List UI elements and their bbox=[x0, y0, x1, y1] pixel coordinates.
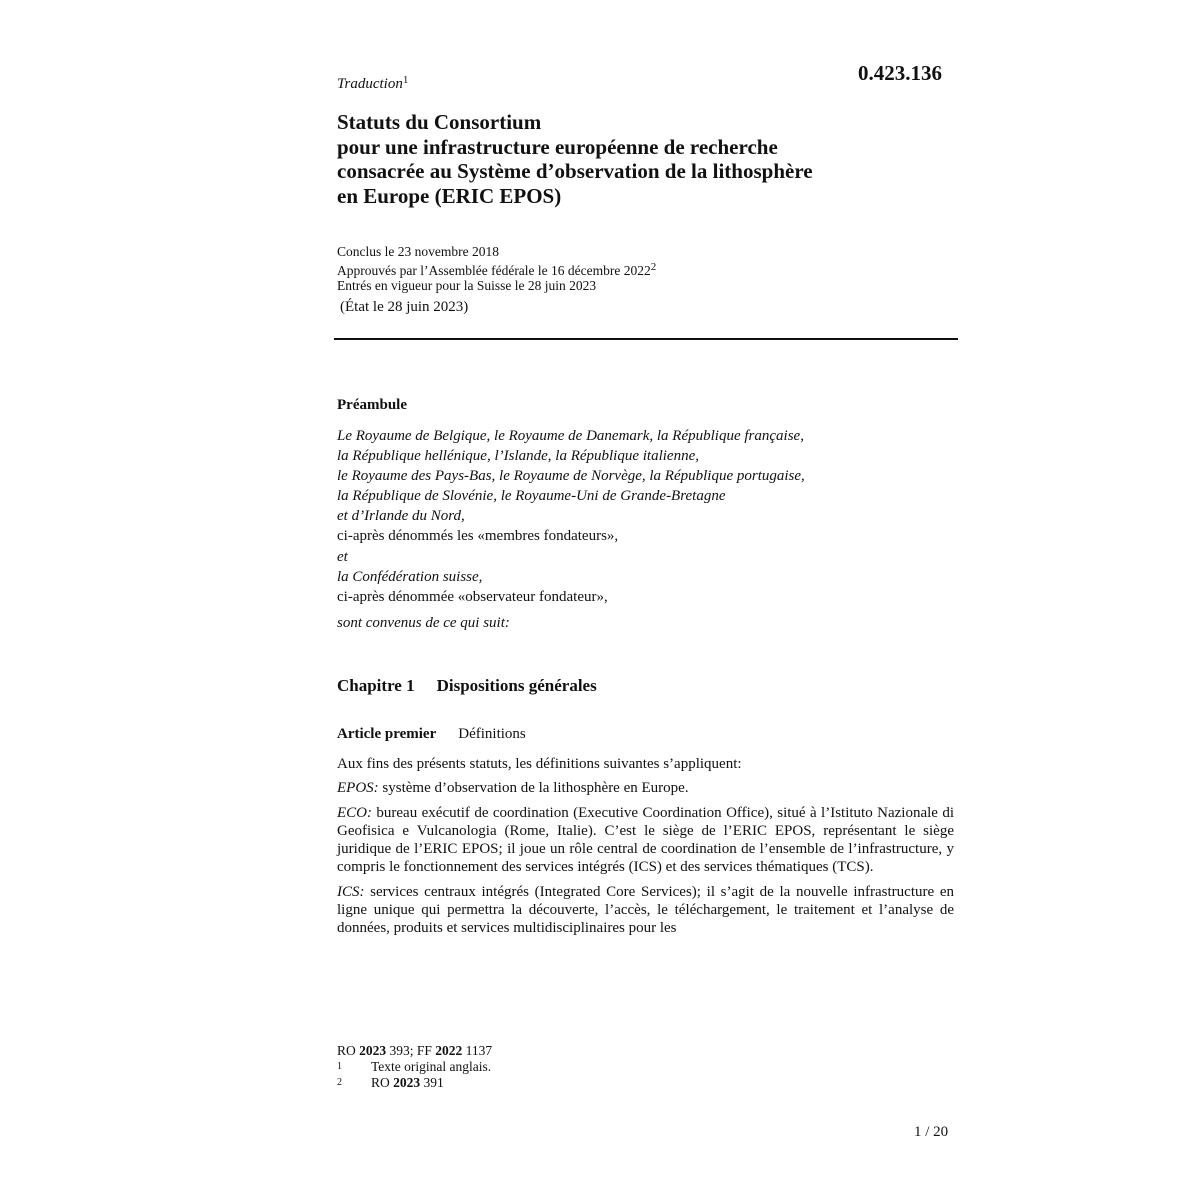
footnote-ref-2[interactable]: 2 bbox=[650, 260, 657, 273]
footnote-text bbox=[371, 1075, 444, 1091]
title-line: pour une infrastructure européenne de recherche bbox=[337, 134, 778, 159]
in-force-date: Entrés en vigueur pour la Suisse le 28 juin 2023 bbox=[337, 278, 597, 293]
page-number: 1 / 20 bbox=[914, 1124, 949, 1140]
preamble-line: la Confédération suisse, bbox=[337, 568, 483, 585]
article-intro: Aux fins des présents statuts, les définitions suivantes s’appliquent: bbox=[337, 756, 742, 772]
approved-text: Approuvés par l’Assemblée fédérale le 16 décembre 2022 bbox=[337, 262, 651, 278]
status-date: (État le 28 juin 2023) bbox=[340, 299, 469, 315]
preamble-line: le Royaume des Pays-Bas, le Royaume de Norvège, la République portugaise, bbox=[337, 468, 805, 485]
definition-text: bureau exécutif de coordination (Executive Coordination Office), situé à l’Istituto Nazionale di Geofisica e Vulcanologia (Rome, Italie). C’est le siège de l’ERIC EPOS, représentant le siège juridique de l’ERIC EPOS; il joue un rôle central de coordination de l’ensemble de l’infrastructure, y compris le fonctionnement des services intégrés (ICS) et des services thématiques (TCS). bbox=[337, 804, 954, 876]
ref-ro-label: RO bbox=[337, 1043, 360, 1058]
preamble-line: Le Royaume de Belgique, le Royaume de Danemark, la République française, bbox=[337, 428, 804, 444]
sr-number: 0.423.136 bbox=[858, 61, 942, 85]
article-number: Article premier bbox=[337, 726, 437, 742]
fn2-year: 2023 bbox=[393, 1074, 421, 1090]
footnotes bbox=[337, 1043, 492, 1090]
dates-block bbox=[337, 244, 656, 294]
footnote-text: Texte original anglais. bbox=[371, 1059, 492, 1074]
publication-reference bbox=[337, 1043, 492, 1059]
title-line: consacrée au Système d’observation de la lithosphère bbox=[337, 159, 813, 183]
preamble-text bbox=[337, 426, 805, 633]
title-line: Statuts du Consortium bbox=[337, 110, 542, 134]
preamble-line: et bbox=[337, 548, 348, 565]
preamble-heading: Préambule bbox=[337, 397, 407, 413]
ref-ro-year: 2023 bbox=[359, 1043, 387, 1058]
title-line: en Europe (ERIC EPOS) bbox=[337, 183, 562, 208]
article-heading bbox=[337, 726, 526, 743]
preamble-line: la République de Slovénie, le Royaume-Uni de Grande-Bretagne bbox=[337, 488, 726, 505]
footnote-2 bbox=[337, 1075, 492, 1091]
definition-text: services centraux intégrés (Integrated Core Services); il s’agit de la nouvelle infrastructure en ligne unique qui permettra la découverte, l’accès, le téléchargement, le traitement et l’analyse de données, produits et services multidisciplinaires pour les bbox=[337, 883, 954, 937]
preamble-line: sont convenus de ce qui suit: bbox=[337, 614, 510, 631]
definition-term: EPOS: bbox=[337, 780, 379, 797]
translation-text: Traduction bbox=[337, 76, 403, 92]
preamble-line: la République hellénique, l’Islande, la République italienne, bbox=[337, 448, 699, 465]
chapter-title: Dispositions générales bbox=[436, 676, 597, 695]
preamble-line: et d’Irlande du Nord, bbox=[337, 508, 465, 525]
ref-ro-page: 393; FF bbox=[386, 1043, 436, 1058]
footnote-1 bbox=[337, 1059, 492, 1075]
preamble-line: ci-après dénommée «observateur fondateur», bbox=[337, 588, 608, 605]
definition-text: système d’observation de la lithosphère en Europe. bbox=[378, 780, 689, 797]
chapter-heading bbox=[337, 676, 597, 696]
chapter-number: Chapitre 1 bbox=[337, 676, 415, 695]
translation-label bbox=[337, 74, 408, 93]
definition-term: ICS: bbox=[337, 883, 365, 900]
approved-date bbox=[337, 260, 656, 279]
document-title bbox=[337, 110, 957, 208]
definition-term: ECO: bbox=[337, 804, 372, 821]
concluded-date: Conclus le 23 novembre 2018 bbox=[337, 244, 499, 259]
ref-ff-page: 1137 bbox=[462, 1043, 493, 1058]
ref-ff-year: 2022 bbox=[435, 1043, 463, 1058]
definition-epos bbox=[337, 779, 954, 797]
article-body bbox=[337, 755, 954, 938]
footnote-ref-1[interactable]: 1 bbox=[402, 74, 409, 86]
fn2-label: RO bbox=[371, 1074, 394, 1090]
footnote-number: 1 bbox=[337, 1061, 342, 1072]
footnote-number: 2 bbox=[337, 1076, 342, 1088]
preamble-line: ci-après dénommés les «membres fondateurs», bbox=[337, 528, 619, 545]
article-title: Définitions bbox=[458, 726, 526, 742]
header-divider bbox=[334, 338, 958, 340]
definition-eco bbox=[337, 804, 954, 877]
fn2-page: 391 bbox=[420, 1074, 444, 1090]
definition-ics bbox=[337, 883, 954, 938]
